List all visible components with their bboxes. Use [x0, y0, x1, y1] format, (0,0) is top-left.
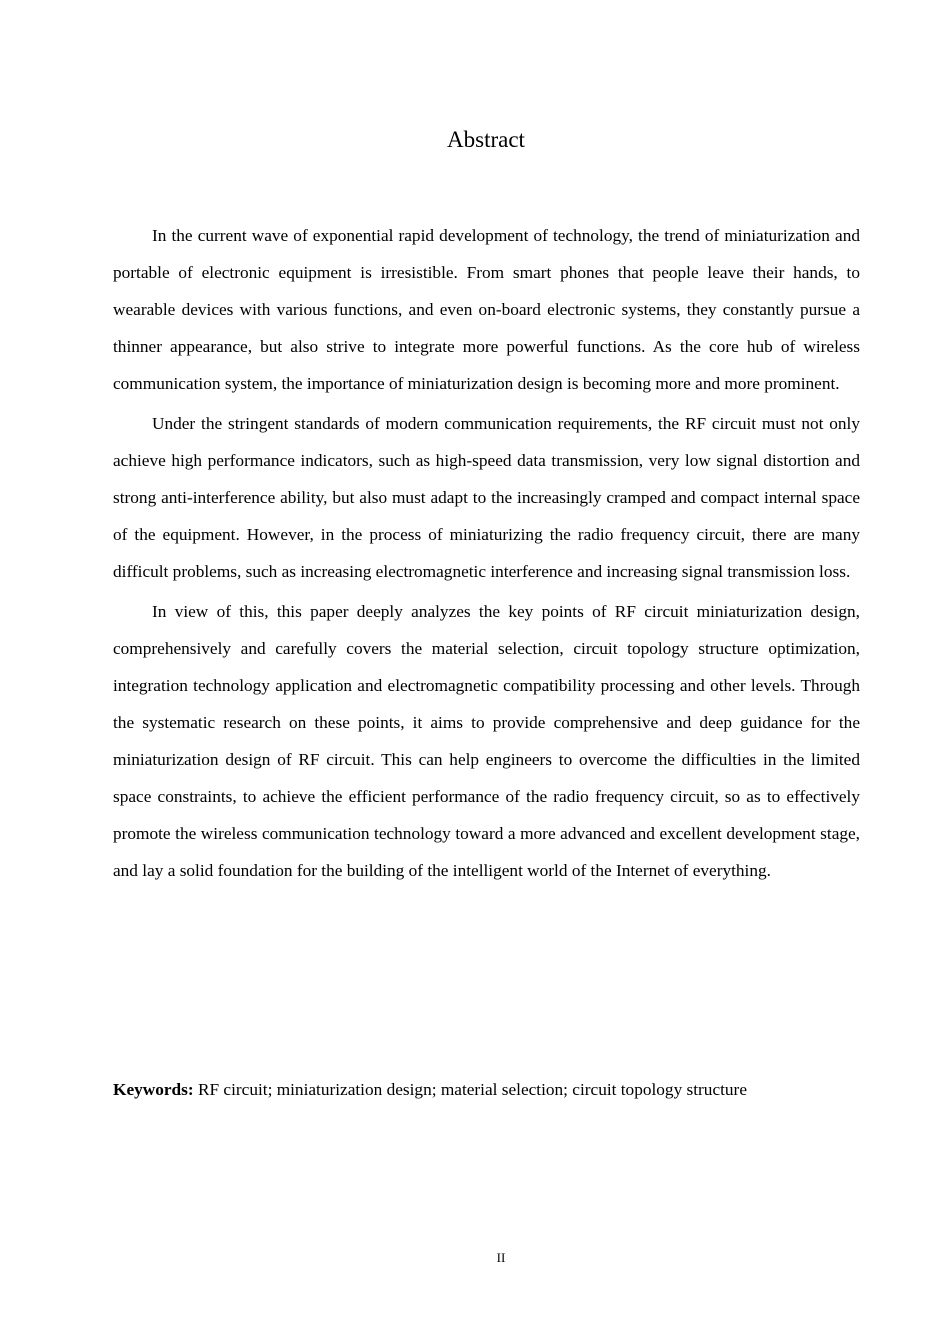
- abstract-body: [113, 217, 860, 892]
- abstract-paragraph-2: Under the stringent standards of modern communication requirements, the RF circuit must not only achieve high performance indicators, such as high-speed data transmission, very low signal distortion and strong anti-interference ability, but also must adapt to the increasingly cramped and compact internal space of the equipment. However, in the process of miniaturizing the radio frequency circuit, there are many difficult problems, such as increasing electromagnetic interference and increasing signal transmission loss.: [113, 414, 860, 581]
- abstract-paragraph-1: In the current wave of exponential rapid development of technology, the trend of miniaturization and portable of electronic equipment is irresistible. From smart phones that people leave their hands, to wearable devices with various functions, and even on-board electronic systems, they constantly pursue a thinner appearance, but also strive to integrate more powerful functions. As the core hub of wireless communication system, the importance of miniaturization design is becoming more and more prominent.: [113, 226, 860, 393]
- page-number: II: [496, 1250, 506, 1265]
- abstract-paragraph-3: In view of this, this paper deeply analyzes the key points of RF circuit miniaturization design, comprehensively and carefully covers the material selection, circuit topology structure optimization, integration technology application and electromagnetic compatibility processing and other levels. Through the systematic research on these points, it aims to provide comprehensive and deep guidance for the miniaturization design of RF circuit. This can help engineers to overcome the difficulties in the limited space constraints, to achieve the efficient performance of the radio frequency circuit, so as to effectively promote the wireless communication technology toward a more advanced and excellent development stage, and lay a solid foundation for the building of the intelligent world of the Internet of everything.: [113, 602, 860, 880]
- keywords-label: Keywords:: [113, 1080, 194, 1099]
- page-title: Abstract: [447, 127, 525, 152]
- keywords-line: [113, 1073, 873, 1107]
- keywords-text: RF circuit; miniaturization design; material selection; circuit topology structure: [197, 1080, 747, 1099]
